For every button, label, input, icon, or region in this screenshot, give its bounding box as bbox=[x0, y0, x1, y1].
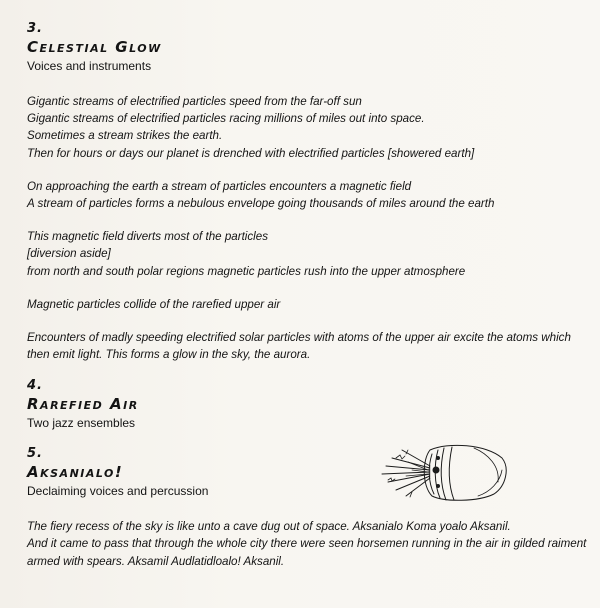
lyric-line: A stream of particles forms a nebulous envelope going thousands of miles around the earth bbox=[27, 196, 495, 210]
track-title-celestial-glow: Celestial Glow bbox=[27, 38, 162, 56]
comet-sketch-icon bbox=[378, 436, 508, 506]
track-number-3: 3. bbox=[27, 21, 43, 36]
lyric-line: The fiery recess of the sky is like unto a cave dug out of space. Aksanialo Koma yoalo Aksanil. bbox=[27, 520, 511, 534]
lyric-line: This magnetic field diverts most of the particles bbox=[27, 230, 268, 244]
lyric-line: Gigantic streams of electrified particles speed from the far-off sun bbox=[27, 95, 362, 108]
track-title-rarefied-air: Rarefied Air bbox=[27, 395, 139, 414]
lyric-line: Magnetic particles collide of the rarefied upper air bbox=[27, 297, 281, 311]
lyric-line: On approaching the earth a stream of particles encounters a magnetic field bbox=[27, 179, 412, 193]
track-number-4: 4. bbox=[27, 378, 43, 394]
lyric-paragraph: And it came to pass that through the whole city there were seen horsemen running in the air in gilded raiment armed with spears. Aksamil Audlatidloalo! Aksanil. bbox=[27, 537, 587, 568]
lyric-line: Gigantic streams of electrified particles racing millions of miles out into space. bbox=[27, 112, 425, 126]
track-title-aksanialo: Aksanialo! bbox=[27, 463, 124, 482]
track-instrumentation-5: Declaiming voices and percussion bbox=[27, 484, 209, 499]
lyric-line: Then for hours or days our planet is drenched with electrified particles [showered earth] bbox=[27, 146, 475, 160]
track-instrumentation-3: Voices and instruments bbox=[27, 59, 152, 73]
lyric-line: from north and south polar regions magnetic particles rush into the upper atmosphere bbox=[27, 264, 466, 278]
lyric-line: Sometimes a stream strikes the earth. bbox=[27, 129, 223, 143]
lyric-line: [diversion aside] bbox=[27, 247, 111, 261]
track-instrumentation-4: Two jazz ensembles bbox=[27, 416, 136, 431]
track-number-5: 5. bbox=[27, 446, 43, 462]
lyric-paragraph: Encounters of madly speeding electrified solar particles with atoms of the upper air excite the atoms which then emit light. This forms a glow in the sky, the aurora. bbox=[27, 330, 571, 362]
